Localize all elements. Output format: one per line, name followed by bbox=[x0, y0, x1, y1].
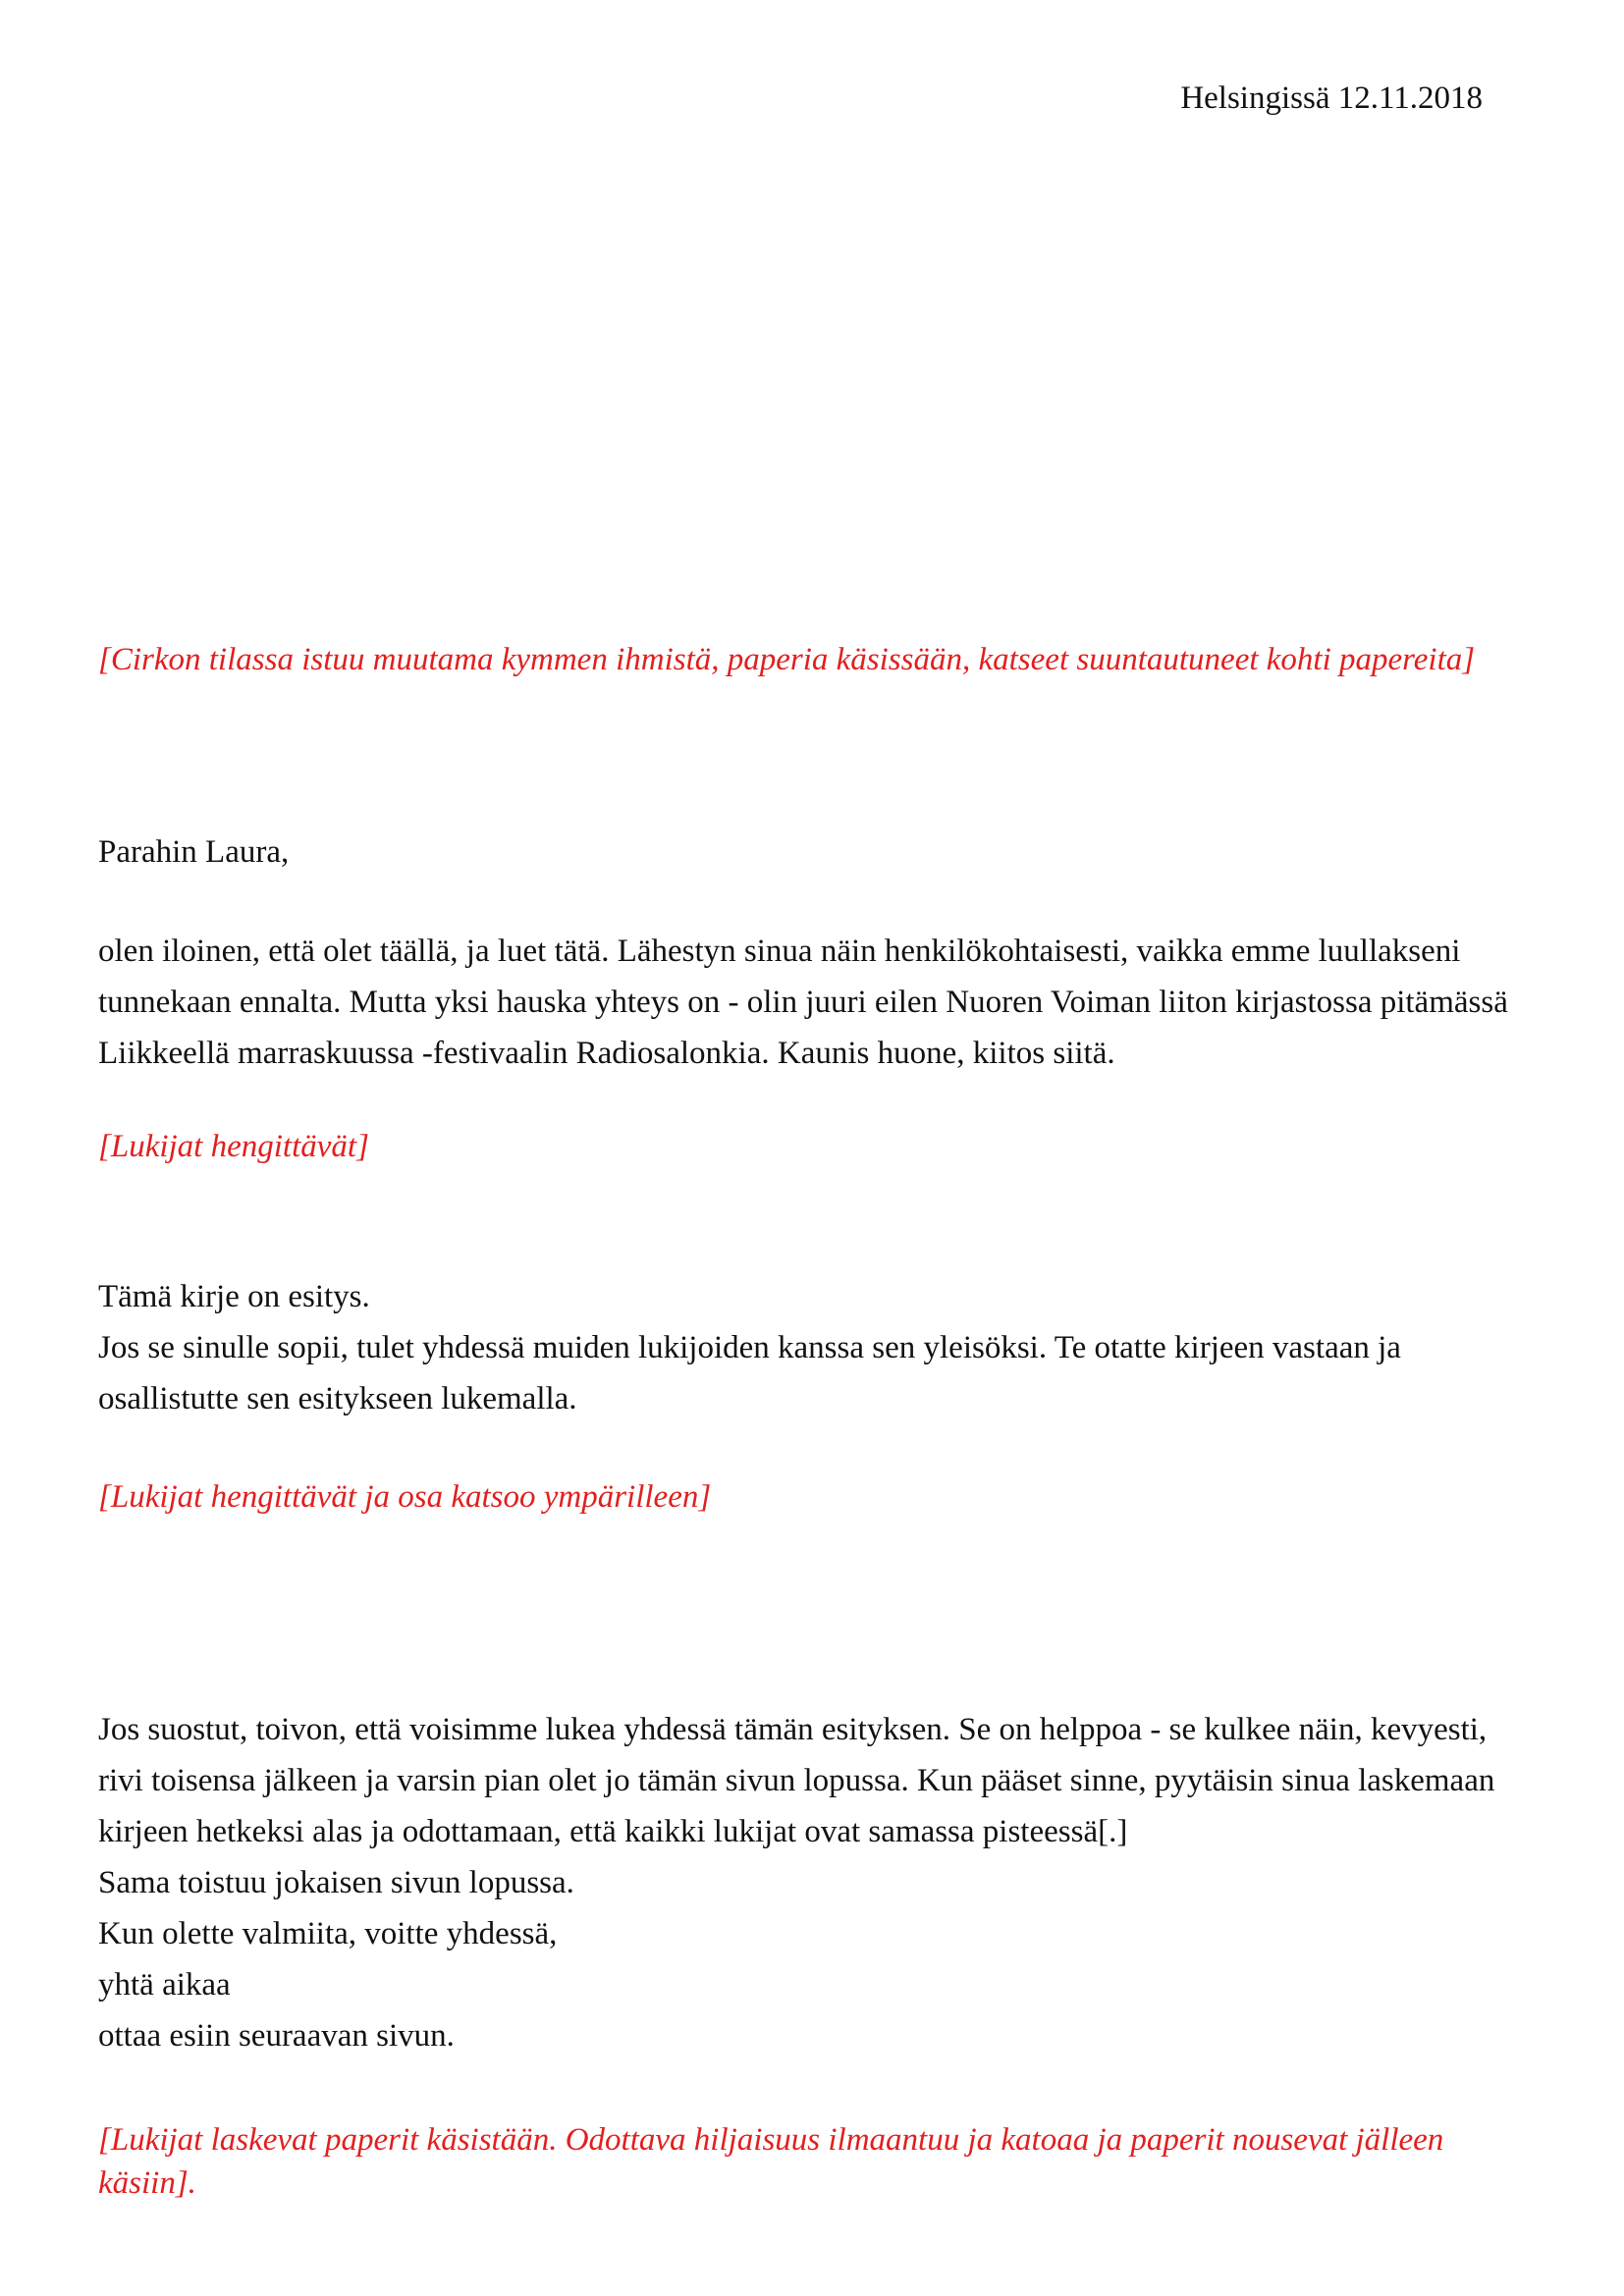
paragraph-line: yhtä aikaa bbox=[98, 1967, 231, 2002]
paragraph-line: ottaa esiin seuraavan sivun. bbox=[98, 2018, 455, 2054]
stage-direction-breathe: [Lukijat hengittävät] bbox=[98, 1129, 369, 1164]
paragraph-line: Tämä kirje on esitys. bbox=[98, 1279, 370, 1314]
stage-direction-look-around: [Lukijat hengittävät ja osa katsoo ympärilleen] bbox=[98, 1479, 712, 1515]
stage-direction-opening: [Cirkon tilassa istuu muutama kymmen ihmistä, paperia käsissään, katseet suuntautuneet kohti papereita] bbox=[98, 642, 1476, 677]
paragraph-line: tunnekaan ennalta. Mutta yksi hauska yhteys on - olin juuri eilen Nuoren Voiman liiton kirjastossa pitämässä bbox=[98, 985, 1508, 1020]
paragraph-line: Jos suostut, toivon, että voisimme lukea yhdessä tämän esityksen. Se on helppoa - se kulkee näin, kevyesti, bbox=[98, 1712, 1488, 1747]
paragraph-line: kirjeen hetkeksi alas ja odottamaan, että kaikki lukijat ovat samassa pisteessä[.] bbox=[98, 1814, 1128, 1849]
paragraph-line: Kun olette valmiita, voitte yhdessä, bbox=[98, 1916, 558, 1951]
paragraph-line: Jos se sinulle sopii, tulet yhdessä muiden lukijoiden kanssa sen yleisöksi. Te otatte kirjeen vastaan ja bbox=[98, 1330, 1401, 1365]
salutation: Parahin Laura, bbox=[98, 834, 290, 870]
paragraph-line: osallistutte sen esitykseen lukemalla. bbox=[98, 1381, 577, 1416]
paragraph-line: Liikkeellä marraskuussa -festivaalin Radiosalonkia. Kaunis huone, kiitos siitä. bbox=[98, 1036, 1115, 1071]
paragraph-1 bbox=[98, 926, 1508, 1079]
paragraph-2 bbox=[98, 1271, 1401, 1424]
paragraph-3 bbox=[98, 1704, 1494, 2061]
dateline: Helsingissä 12.11.2018 bbox=[1180, 80, 1483, 116]
stage-direction-closing: [Lukijat laskevat paperit käsistään. Odottava hiljaisuus ilmaantuu ja katoaa ja paperit nousevat jälleen käsiin]. bbox=[98, 2122, 1444, 2201]
paragraph-line: olen iloinen, että olet täällä, ja luet tätä. Lähestyn sinua näin henkilökohtaisesti, vaikka emme luullakseni bbox=[98, 934, 1461, 969]
paragraph-line: rivi toisensa jälkeen ja varsin pian olet jo tämän sivun lopussa. Kun pääset sinne, pyytäisin sinua laskemaan bbox=[98, 1763, 1495, 1798]
paragraph-line: Sama toistuu jokaisen sivun lopussa. bbox=[98, 1865, 574, 1900]
